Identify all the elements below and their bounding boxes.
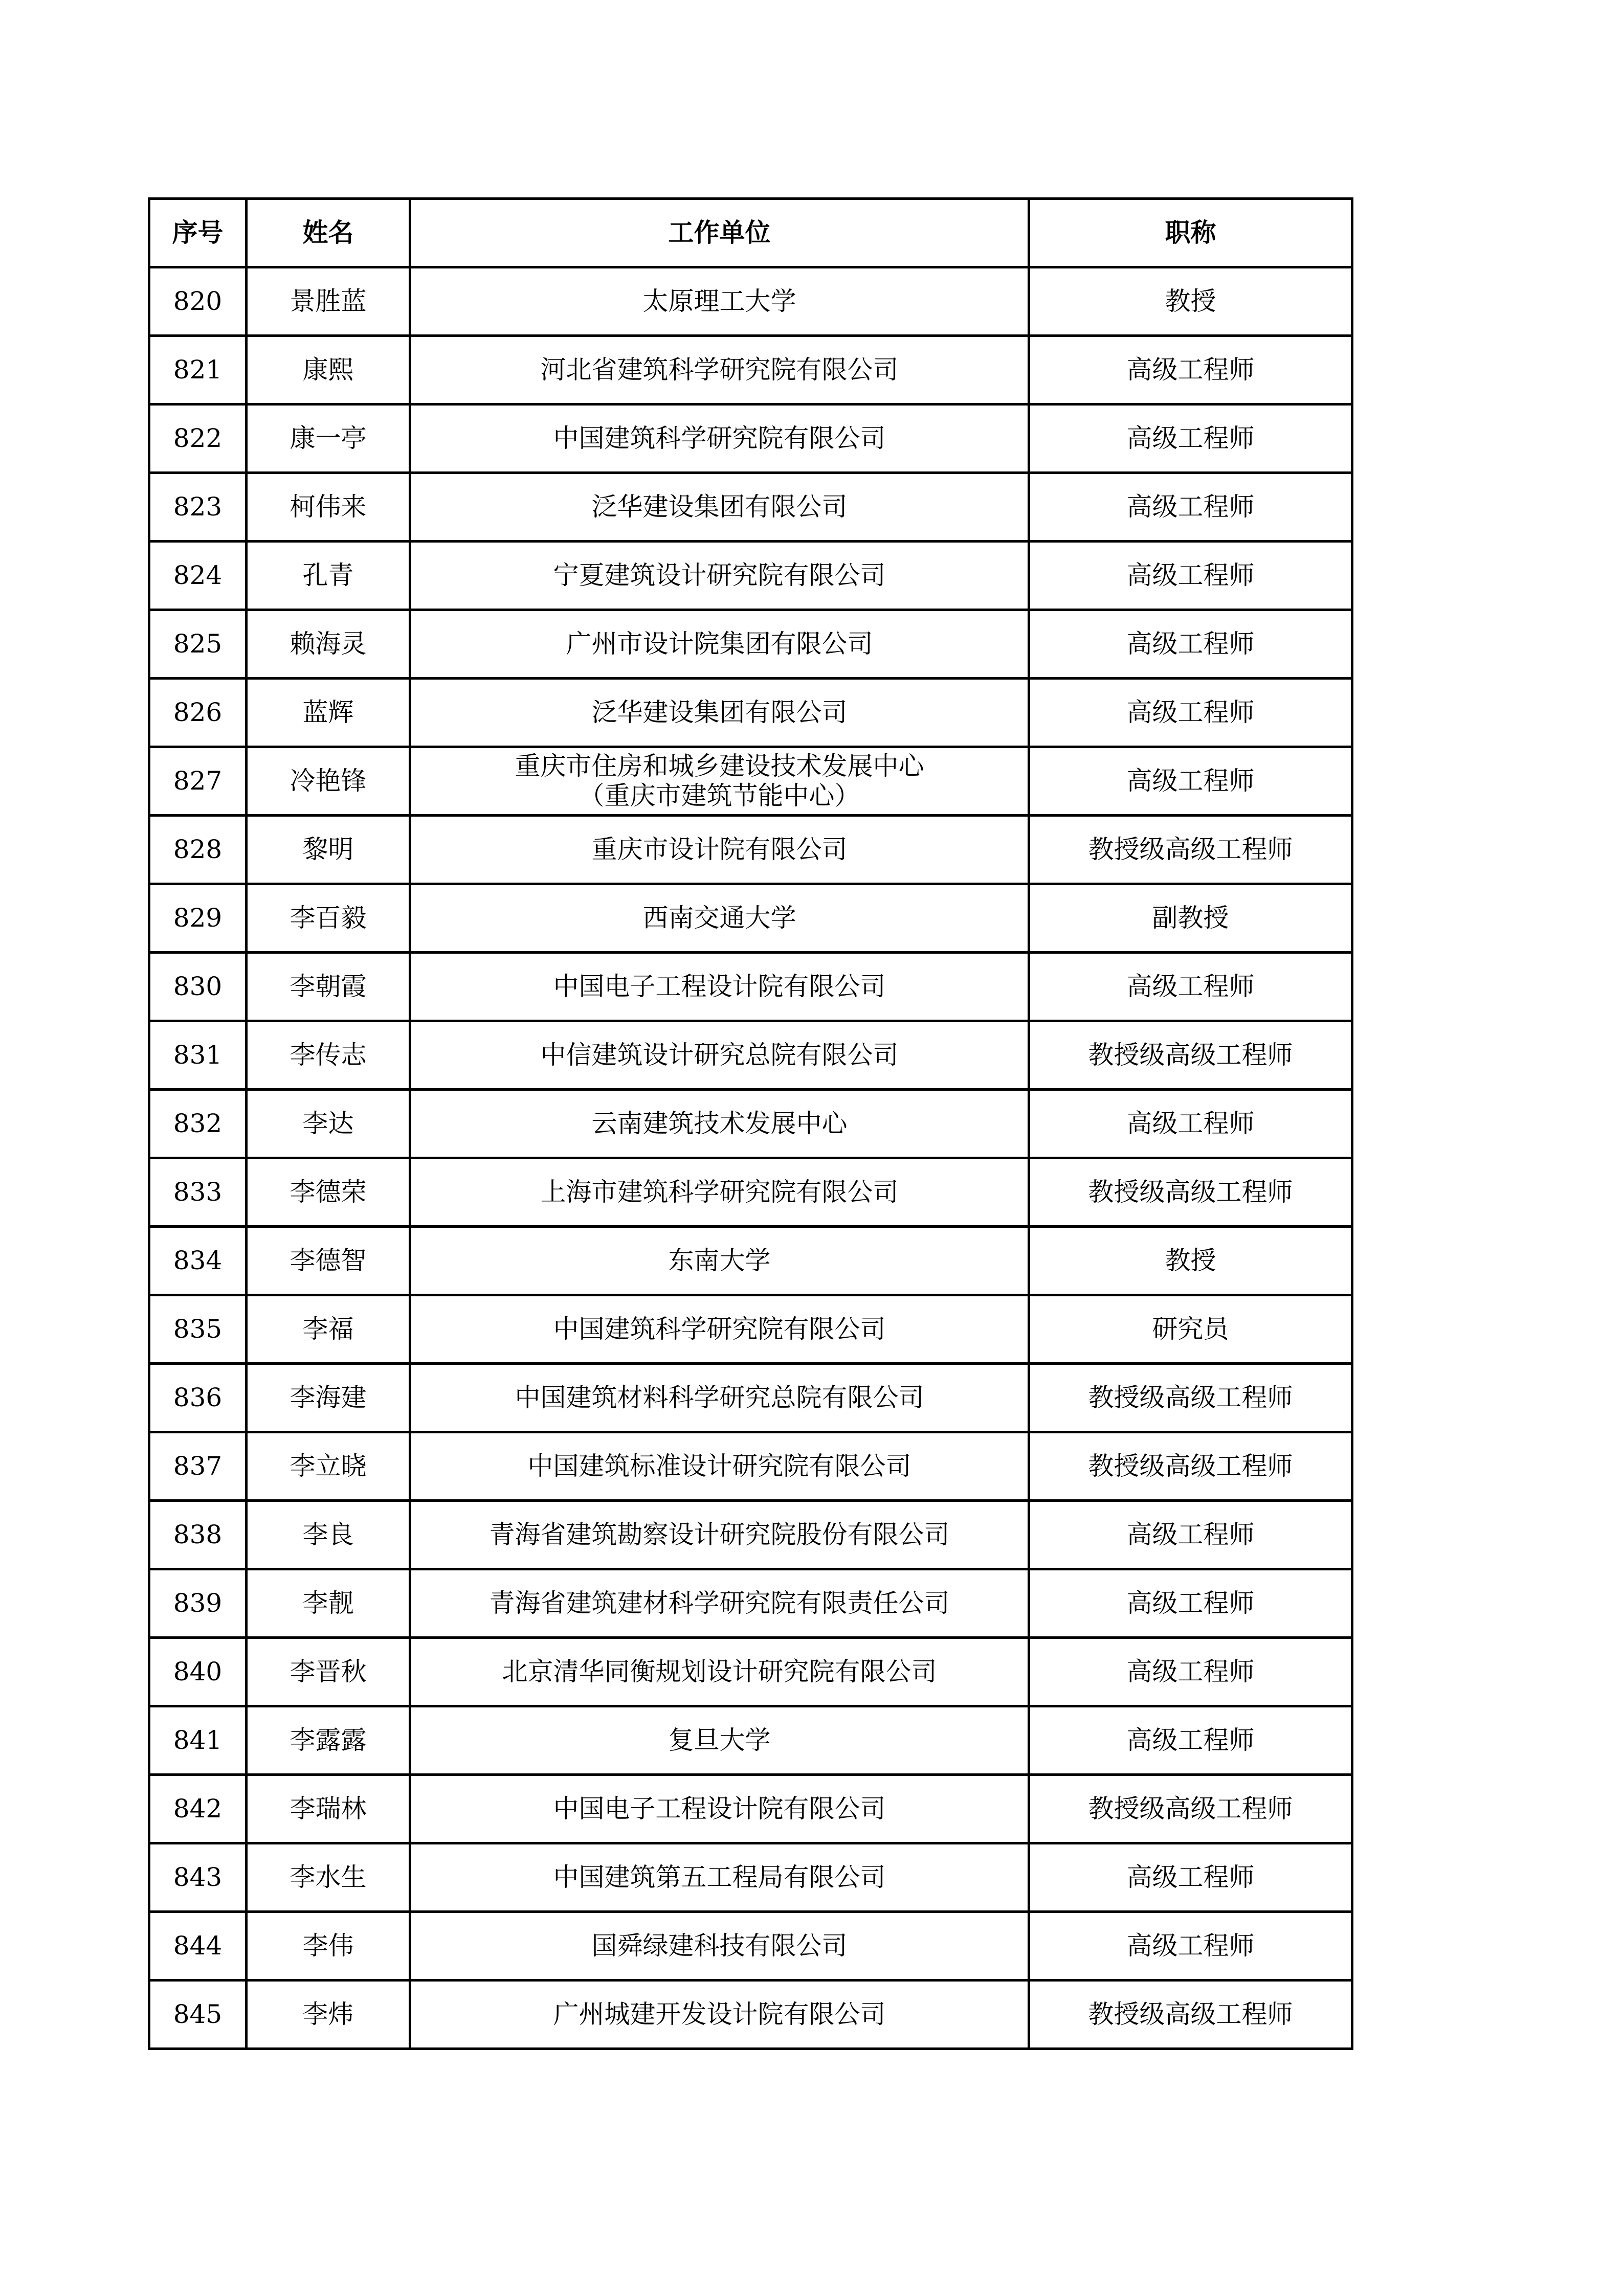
work-unit-line: 青海省建筑建材科学研究院有限责任公司 [489,1588,950,1618]
work-unit-line: 北京清华同衡规划设计研究院有限公司 [502,1656,937,1686]
cell-name: 李露露 [247,1706,410,1775]
work-unit-line: 重庆市住房和城乡建设技术发展中心 [515,751,924,781]
work-unit-line: 云南建筑技术发展中心 [591,1108,848,1138]
work-unit-line: 中国建筑标准设计研究院有限公司 [527,1451,911,1481]
work-unit-line: 国舜绿建科技有限公司 [591,1930,848,1961]
table-row [149,1364,1352,1432]
cell-name: 李良 [247,1501,410,1569]
cell-name: 柯伟来 [247,473,410,542]
cell-name: 黎明 [247,816,410,884]
cell-job-title: 副教授 [1029,884,1352,953]
work-unit-line: 上海市建筑科学研究院有限公司 [540,1177,899,1207]
work-unit-line: 广州市设计院集团有限公司 [566,628,873,659]
work-unit-line: 中国电子工程设计院有限公司 [553,971,886,1001]
table-body [149,267,1352,2049]
cell-work-unit [410,267,1029,336]
cell-serial-number: 821 [149,336,247,404]
work-unit-line: 复旦大学 [668,1725,771,1755]
cell-job-title: 教授 [1029,267,1352,336]
cell-work-unit [410,679,1029,747]
table-row [149,1569,1352,1638]
cell-serial-number: 831 [149,1021,247,1090]
cell-serial-number: 839 [149,1569,247,1638]
cell-serial-number: 827 [149,747,247,816]
cell-job-title: 高级工程师 [1029,1090,1352,1158]
cell-work-unit [410,816,1029,884]
cell-serial-number: 826 [149,679,247,747]
work-unit-line: 青海省建筑勘察设计研究院股份有限公司 [489,1519,950,1549]
cell-work-unit [410,473,1029,542]
cell-serial-number: 845 [149,1980,247,2049]
table-row [149,1158,1352,1227]
cell-serial-number: 844 [149,1912,247,1980]
table-header [149,199,1352,267]
cell-name: 李瑞林 [247,1775,410,1843]
table-row [149,1501,1352,1569]
cell-serial-number: 837 [149,1432,247,1501]
cell-name: 李朝霞 [247,953,410,1021]
work-unit-line: （重庆市建筑节能中心） [579,780,860,811]
cell-serial-number: 824 [149,542,247,610]
cell-name: 康熙 [247,336,410,404]
table-row [149,1843,1352,1912]
work-unit-line: 中国建筑科学研究院有限公司 [553,1314,886,1344]
table-row [149,953,1352,1021]
cell-serial-number: 828 [149,816,247,884]
cell-work-unit [410,747,1029,816]
cell-name: 李传志 [247,1021,410,1090]
cell-work-unit [410,1227,1029,1295]
cell-work-unit [410,610,1029,679]
cell-job-title: 高级工程师 [1029,336,1352,404]
cell-job-title: 高级工程师 [1029,953,1352,1021]
cell-name: 蓝辉 [247,679,410,747]
cell-work-unit [410,1843,1029,1912]
cell-name: 孔青 [247,542,410,610]
work-unit-line: 中国建筑科学研究院有限公司 [553,423,886,453]
cell-job-title: 教授 [1029,1227,1352,1295]
cell-work-unit [410,1912,1029,1980]
cell-job-title: 教授级高级工程师 [1029,1775,1352,1843]
cell-work-unit [410,1569,1029,1638]
work-unit-line: 广州城建开发设计院有限公司 [553,1999,886,2029]
cell-job-title: 高级工程师 [1029,1706,1352,1775]
cell-serial-number: 840 [149,1638,247,1706]
cell-work-unit [410,1158,1029,1227]
work-unit-line: 宁夏建筑设计研究院有限公司 [553,560,886,590]
cell-name: 李立晓 [247,1432,410,1501]
cell-work-unit [410,542,1029,610]
table-row [149,679,1352,747]
cell-job-title: 教授级高级工程师 [1029,1158,1352,1227]
table-row [149,816,1352,884]
table-row [149,267,1352,336]
work-unit-line: 中信建筑设计研究总院有限公司 [540,1040,899,1070]
cell-job-title: 教授级高级工程师 [1029,1980,1352,2049]
table-row [149,1775,1352,1843]
table-row [149,1706,1352,1775]
cell-job-title: 高级工程师 [1029,1912,1352,1980]
cell-job-title: 高级工程师 [1029,1501,1352,1569]
cell-name: 李海建 [247,1364,410,1432]
cell-job-title: 高级工程师 [1029,610,1352,679]
work-unit-line: 西南交通大学 [642,903,796,933]
table-row [149,542,1352,610]
cell-work-unit [410,1364,1029,1432]
cell-serial-number: 820 [149,267,247,336]
cell-job-title: 高级工程师 [1029,1569,1352,1638]
table-row [149,610,1352,679]
cell-work-unit [410,404,1029,473]
cell-name: 李德荣 [247,1158,410,1227]
cell-job-title: 高级工程师 [1029,542,1352,610]
cell-serial-number: 822 [149,404,247,473]
cell-serial-number: 838 [149,1501,247,1569]
cell-job-title: 高级工程师 [1029,679,1352,747]
cell-job-title: 高级工程师 [1029,404,1352,473]
work-unit-line: 中国建筑第五工程局有限公司 [553,1862,886,1892]
cell-serial-number: 841 [149,1706,247,1775]
cell-work-unit [410,1090,1029,1158]
cell-name: 冷艳锋 [247,747,410,816]
cell-job-title: 高级工程师 [1029,1638,1352,1706]
table-row [149,336,1352,404]
cell-name: 李德智 [247,1227,410,1295]
cell-name: 李伟 [247,1912,410,1980]
cell-serial-number: 843 [149,1843,247,1912]
cell-work-unit [410,1432,1029,1501]
work-unit-line: 东南大学 [668,1245,771,1275]
cell-job-title: 教授级高级工程师 [1029,816,1352,884]
cell-serial-number: 842 [149,1775,247,1843]
work-unit-line: 中国电子工程设计院有限公司 [553,1793,886,1824]
cell-job-title: 研究员 [1029,1295,1352,1364]
cell-work-unit [410,1021,1029,1090]
cell-serial-number: 833 [149,1158,247,1227]
cell-job-title: 教授级高级工程师 [1029,1364,1352,1432]
cell-serial-number: 825 [149,610,247,679]
cell-serial-number: 823 [149,473,247,542]
cell-work-unit [410,1638,1029,1706]
header-serial-number: 序号 [149,199,247,267]
cell-job-title: 高级工程师 [1029,1843,1352,1912]
cell-job-title: 教授级高级工程师 [1029,1021,1352,1090]
work-unit-line: 河北省建筑科学研究院有限公司 [540,354,899,385]
cell-name: 李达 [247,1090,410,1158]
cell-work-unit [410,884,1029,953]
table-row [149,1227,1352,1295]
work-unit-line: 重庆市设计院有限公司 [591,834,848,864]
header-job-title: 职称 [1029,199,1352,267]
table-row [149,747,1352,816]
table-row [149,473,1352,542]
cell-serial-number: 836 [149,1364,247,1432]
cell-work-unit [410,1295,1029,1364]
cell-name: 康一亭 [247,404,410,473]
cell-job-title: 教授级高级工程师 [1029,1432,1352,1501]
work-unit-line: 泛华建设集团有限公司 [591,697,848,727]
header-work-unit: 工作单位 [410,199,1029,267]
cell-name: 李晋秋 [247,1638,410,1706]
work-unit-line: 泛华建设集团有限公司 [591,491,848,522]
table-row [149,1432,1352,1501]
cell-name: 李水生 [247,1843,410,1912]
work-unit-line: 太原理工大学 [642,286,796,316]
cell-name: 李福 [247,1295,410,1364]
table-row [149,1980,1352,2049]
cell-job-title: 高级工程师 [1029,473,1352,542]
cell-serial-number: 832 [149,1090,247,1158]
cell-name: 李靓 [247,1569,410,1638]
cell-name: 李炜 [247,1980,410,2049]
table-row [149,404,1352,473]
table-row [149,1021,1352,1090]
cell-serial-number: 830 [149,953,247,1021]
cell-name: 李百毅 [247,884,410,953]
header-name: 姓名 [247,199,410,267]
cell-name: 景胜蓝 [247,267,410,336]
cell-work-unit [410,953,1029,1021]
cell-serial-number: 835 [149,1295,247,1364]
cell-serial-number: 829 [149,884,247,953]
header-row [149,199,1352,267]
table-row [149,1638,1352,1706]
cell-work-unit [410,1980,1029,2049]
roster-table [148,197,1353,2050]
table-row [149,1090,1352,1158]
table-row [149,1295,1352,1364]
table-row [149,884,1352,953]
cell-name: 赖海灵 [247,610,410,679]
cell-work-unit [410,336,1029,404]
work-unit-line: 中国建筑材料科学研究总院有限公司 [515,1382,924,1412]
cell-job-title: 高级工程师 [1029,747,1352,816]
cell-work-unit [410,1501,1029,1569]
cell-work-unit [410,1775,1029,1843]
cell-work-unit [410,1706,1029,1775]
cell-serial-number: 834 [149,1227,247,1295]
table-row [149,1912,1352,1980]
